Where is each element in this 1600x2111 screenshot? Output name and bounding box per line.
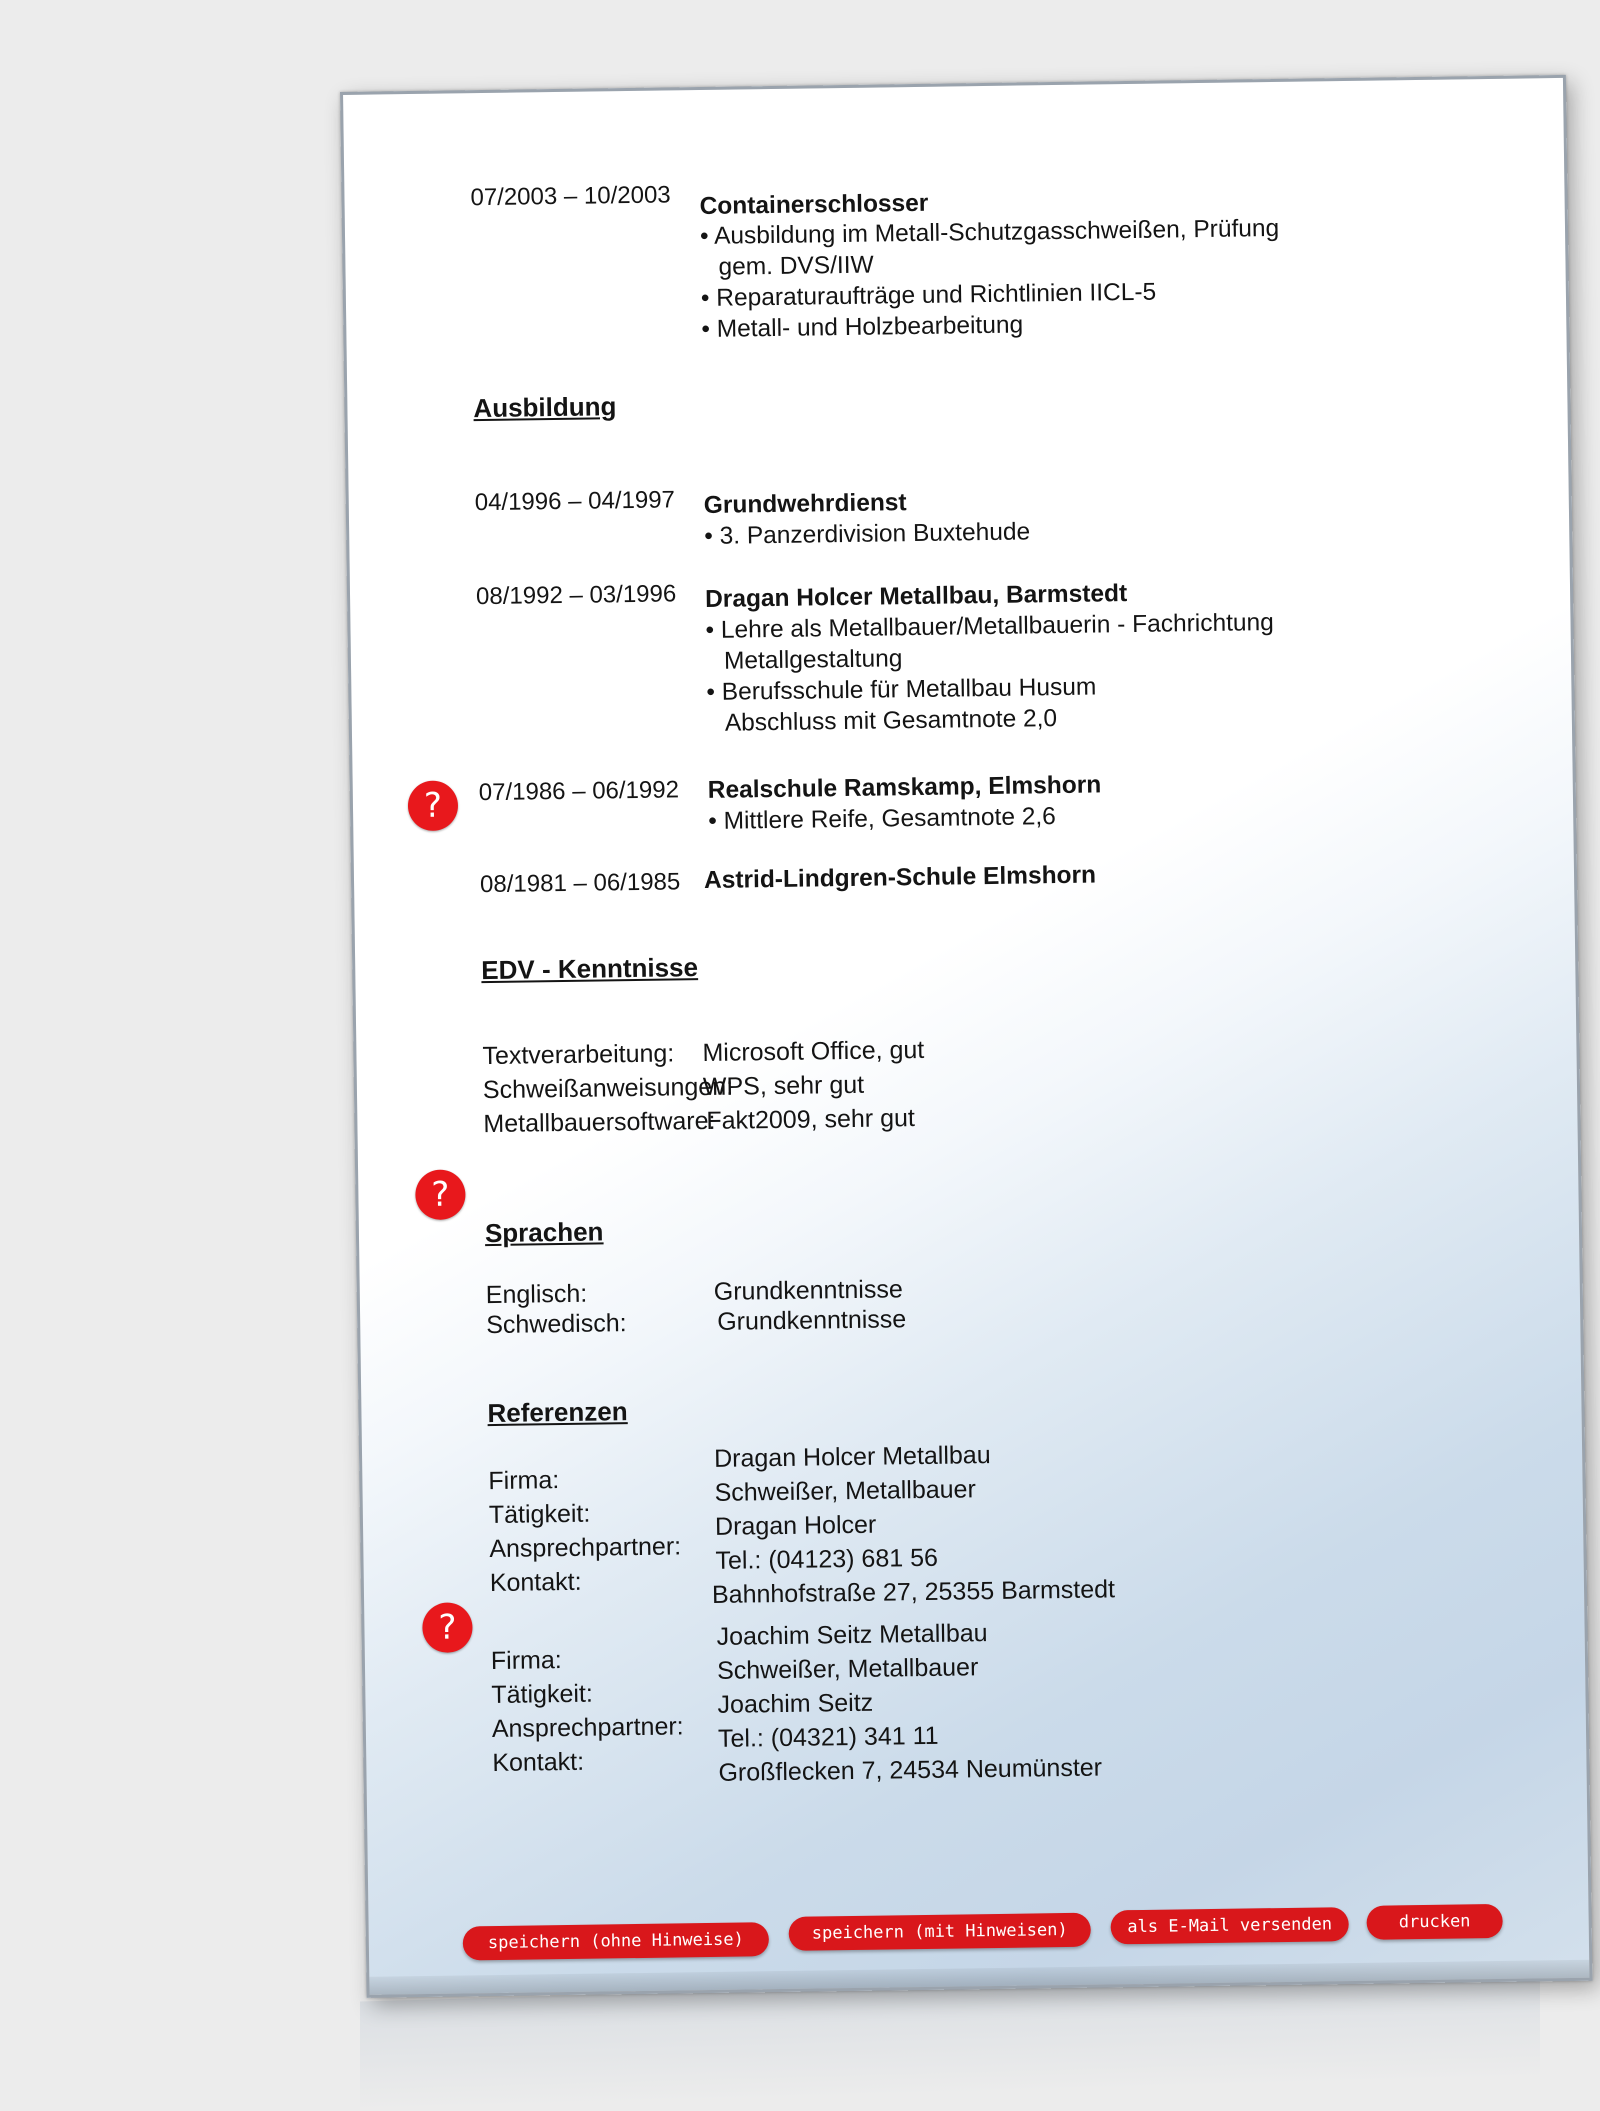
reference-labels: [488, 1461, 682, 1600]
reference-label: Tätigkeit:: [488, 1499, 591, 1530]
education-date: 04/1996 – 04/1997: [474, 486, 676, 517]
education-line: • 3. Panzerdivision Buxtehude: [704, 518, 1031, 550]
section-heading-edv: EDV - Kenntnisse: [481, 952, 699, 986]
experience-bullet: • Reparaturaufträge und Richtlinien IICL-5: [700, 278, 1157, 312]
reference-labels: [491, 1641, 685, 1780]
edv-label: Textverarbeitung:: [482, 1039, 675, 1071]
help-marker-icon[interactable]: ?: [422, 1602, 473, 1653]
sprachen-label: Schwedisch:: [486, 1309, 627, 1340]
reference-line: Schweißer, Metallbauer: [714, 1475, 977, 1507]
education-date: 08/1992 – 03/1996: [475, 580, 677, 611]
email-button[interactable]: als E-Mail versenden: [1110, 1907, 1348, 1944]
reference-line: Joachim Seitz Metallbau: [716, 1619, 988, 1651]
reference-line: Tel.: (04123) 681 56: [715, 1543, 939, 1575]
reference-line: Joachim Seitz: [717, 1688, 874, 1719]
edv-value: Microsoft Office, gut: [702, 1035, 925, 1068]
save-without-hints-button[interactable]: speichern (ohne Hinweise): [463, 1922, 769, 1960]
document-sheet: [340, 75, 1592, 1998]
reference-line: Großflecken 7, 24534 Neumünster: [718, 1753, 1103, 1787]
reference-label: Tätigkeit:: [491, 1679, 594, 1710]
reference-line: Tel.: (04321) 341 11: [717, 1721, 939, 1753]
reference-line: Bahnhofstraße 27, 25355 Barmstedt: [711, 1575, 1116, 1609]
experience-title: Containerschlosser: [699, 189, 929, 220]
education-line: Metallgestaltung: [723, 645, 903, 675]
sprachen-label: Englisch:: [485, 1279, 588, 1310]
education-title: Realschule Ramskamp, Elmshorn: [707, 771, 1102, 804]
education-lines: [705, 607, 1275, 739]
edv-value: WPS, sehr gut: [702, 1070, 865, 1102]
reference-label: Ansprechpartner:: [491, 1712, 684, 1744]
education-date: 08/1981 – 06/1985: [479, 868, 681, 899]
sprachen-labels: [486, 1278, 627, 1340]
education-line: Abschluss mit Gesamtnote 2,0: [724, 705, 1058, 737]
reference-line: Dragan Holcer: [714, 1510, 877, 1541]
edv-labels: [482, 1036, 734, 1141]
sprachen-values: [714, 1274, 907, 1337]
education-title: Grundwehrdienst: [703, 489, 907, 519]
education-lines: [704, 516, 1030, 552]
education-title: Astrid-Lindgren-Schule Elmshorn: [703, 861, 1097, 894]
experience-bullet: gem. DVS/IIW: [718, 251, 874, 281]
reference-1: [711, 1436, 1116, 1612]
education-title: Dragan Holcer Metallbau, Barmstedt: [704, 580, 1128, 613]
reference-label: Kontakt:: [492, 1747, 585, 1778]
reference-label: Kontakt:: [489, 1567, 582, 1598]
section-heading-sprachen: Sprachen: [484, 1216, 604, 1249]
edv-values: [702, 1033, 925, 1138]
experience-date: 07/2003 – 10/2003: [470, 181, 671, 212]
sprachen-value: Grundkenntnisse: [713, 1275, 903, 1306]
help-marker-icon[interactable]: ?: [415, 1169, 466, 1220]
experience-bullet: • Metall- und Holzbearbeitung: [701, 311, 1024, 343]
edv-value: Fakt2009, sehr gut: [706, 1104, 916, 1135]
reference-line: Schweißer, Metallbauer: [716, 1653, 979, 1685]
sprachen-value: Grundkenntnisse: [717, 1305, 907, 1336]
reference-label: Firma:: [488, 1466, 560, 1496]
save-with-hints-button[interactable]: speichern (mit Hinweisen): [789, 1913, 1091, 1951]
education-line: • Lehre als Metallbauer/Metallbauerin - Fachrichtung: [705, 609, 1274, 644]
reference-line: Dragan Holcer Metallbau: [713, 1441, 991, 1473]
edv-label: Schweißanweisungen:: [482, 1072, 734, 1105]
section-heading-referenzen: Referenzen: [487, 1396, 628, 1429]
education-date: 07/1986 – 06/1992: [478, 776, 680, 807]
help-marker-icon[interactable]: ?: [408, 780, 459, 831]
reference-2: [716, 1615, 1102, 1790]
reference-label: Firma:: [490, 1646, 562, 1676]
section-heading-ausbildung: Ausbildung: [473, 391, 617, 424]
print-button[interactable]: drucken: [1366, 1904, 1502, 1940]
experience-bullet: • Ausbildung im Metall-Schutzgasschweißen, Prüfung: [699, 214, 1280, 250]
education-line: • Berufsschule für Metallbau Husum: [706, 673, 1097, 706]
experience-bullets: [700, 213, 1281, 345]
education-lines: [708, 801, 1056, 837]
reference-label: Ansprechpartner:: [489, 1532, 682, 1564]
education-line: • Mittlere Reife, Gesamtnote 2,6: [708, 803, 1057, 835]
edv-label: Metallbauersoftware:: [483, 1106, 716, 1139]
